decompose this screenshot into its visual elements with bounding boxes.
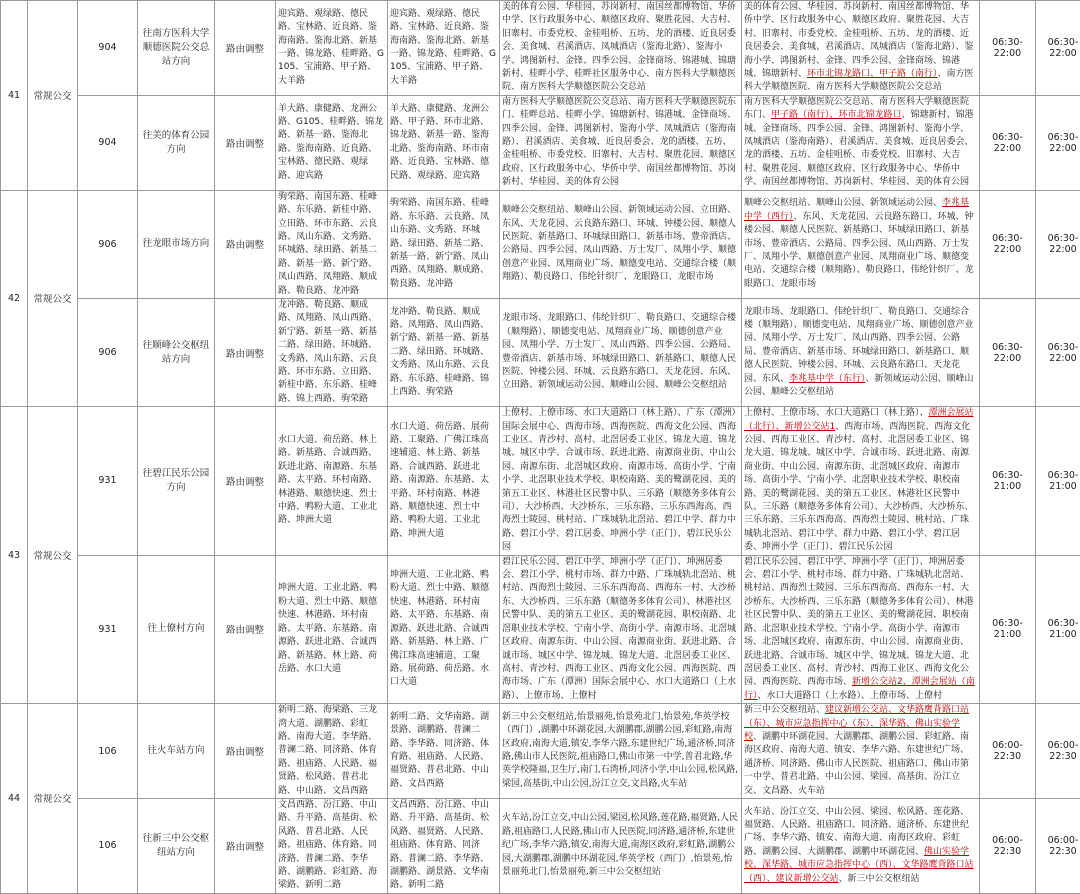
line-number: 931	[78, 407, 138, 555]
old-route: 文昌西路、汾江路、中山路、升平路、高基街、松风路、普君北路、人民路、祖庙路、体育路、同济路、普澜二路、李华路、湖鹏路、彩虹路、海梁路、新明二路	[276, 798, 388, 893]
time-old: 06:00-22:30	[980, 798, 1036, 893]
adjust-type: 路由调整	[215, 298, 276, 406]
new-stops-changed: 李兆基中学（东行）	[789, 374, 866, 384]
line-number: 106	[78, 704, 138, 799]
new-route: 羊大路、康健路、龙洲公路、甲子路、环市北路、锦龙路、新基一路、鉴海北路、鉴海南路、环市南路、近良路、宝林路、德民路、观绿路、迎宾路	[388, 95, 500, 190]
new-route: 迎宾路、观绿路、德民路、宝林路、近良路、鉴海南路、鉴海北路、新基一路、锦龙路、桂畔路、G105、宝浦路、甲子路、大羊路	[388, 1, 500, 96]
new-stops-changed: 佛山实验学校、深华路、城市应急指挥中心（西）、文华路鹰背路口站（西）、建议新增公交站	[744, 847, 974, 884]
time-old: 06:30-21:00	[980, 555, 1036, 703]
old-route: 水口大道、荷岳路、林上路、新基路、合诚西路、跃进北路、南源路、东基路、太平路、环村南路、林港路、顺德快速、烈士中路、鸭粉大道、工业北路、坤洲大道	[276, 407, 388, 555]
adjust-type: 路由调整	[215, 1, 276, 96]
new-stops-changed: 建议新增公交站、文华路鹰背路口站（东）、城市应急指挥中心（东）、深华路、佛山实验学校	[744, 705, 969, 742]
direction: 往火车站方向	[138, 704, 215, 799]
adjust-type: 路由调整	[215, 407, 276, 555]
direction: 往新三中公交枢纽站方向	[138, 798, 215, 893]
group-type: 常规公交	[28, 704, 78, 894]
group-type: 常规公交	[28, 407, 78, 704]
old-route: 坤洲大道、工业北路、鸭粉大道、烈士中路、顺德快速、林港路、环村南路、太平路、东基路、南源路、跃进北路、合诚西路、新基路、林上路、荷岳路、水口大道	[276, 555, 388, 703]
old-stops: 新三中公交枢纽站,怡景丽苑,怡景苑北门,怡景苑,华英学校（西门）,湖鹏中环湖花园,大湖鹏郡,湖鹏公园,彩虹路,南海区政府,南海大道,镇安,李华六路,东建世纪广场,通济桥,同济路,佛山市人民医院,祖庙路口,佛山市第一中学,普君北路,华英学校隆福,卫生厅,南门,石湾桥,同济小学,中山公园,松风路,梁园,高基街,中山公园,汾江立交,文昌路,火车站	[500, 704, 742, 799]
new-route: 文昌西路、汾江路、中山路、升平路、高基街、松风路、福贤路、人民路、祖庙路、体育路、同济路、普澜二路、李华路、湖鹏路、湖景路、文华南路、新明二路	[388, 798, 500, 893]
time-old: 06:30-22:00	[980, 190, 1036, 298]
new-stops-changed: 环市北锦龙路口、甲子路（南行）	[807, 69, 938, 79]
direction: 往上僚村方向	[138, 555, 215, 703]
line-number: 904	[78, 95, 138, 190]
old-stops: 上僚村、上僚市场、水口大道路口（林上路）、广东（潭洲）国际会展中心、西海市场、西海医院、西海文化公园、西海工业区、青沙村、高村、北滘居委工业区、锦龙大道、锦龙城、城区中学、合诚市场、跃进北路、南源商业街、中山公园、南源东街、北滘城区政府、南源市场、高街小学、宁南小学、北滘职业技术学校、职校南路、美的鹭湖花园、美的第五工业区、林港社区民警中队、三乐路（顺德务多体育公司）、大沙桥西、大沙桥东、三乐东路、三乐东西海高、西海烈士陵园、桃村站、广珠城轨北滘站、碧江中学、群力中路、碧江小学、碧江居委、坤洲小学（正门）、碧江民乐公园	[500, 407, 742, 555]
old-stops: 龙眼市场、龙眼路口、伟纶针织厂、勒良路口、交通综合楼（顺翔路）、顺德变电站、凤翔商业广场、顺德创意产业园、凤翔小学、万士发厂、凤山西路、四季公园、公路局、豊帝酒店、新基市场、环城绿田路口、新基路口、顺德人民医院、钟楼公园、环城、云良路东路口、天龙花园、东风、立田路、新领域运动公园、顺峰山公园、顺峰公交枢纽站	[500, 298, 742, 406]
old-stops: 火车站,汾江立交,中山公园,梁园,松风路,莲花路,福贤路,人民路,祖庙路口,人民路,佛山市人民医院,同济路,通济桥,东建世纪广场,李华六路,镇安,南海大道,南海区政府,彩虹路,湖鹏公园,大湖鹏郡,湖鹏中环湖花园,华英学校（西门）,怡景苑,怡景丽苑北门,怡景丽苑,新三中公交枢纽站	[500, 798, 742, 893]
adjust-type: 路由调整	[215, 95, 276, 190]
old-route: 龙冲路、勒良路、顺成路、凤翔路、凤山西路、新宁路、新基一路、新基二路、绿田路、环城路、文秀路、凤山东路、云良路、环市东路、立田路、新桂中路、东乐路、桂峰路、锦上西路、驹荣路	[276, 298, 388, 406]
time-new: 06:30-22:00	[1036, 190, 1080, 298]
group-type: 常规公交	[28, 1, 78, 191]
old-route: 羊大路、康健路、龙洲公路、G105、桂畔路、锦龙路、新基一路、鉴海北路、鉴海南路、近良路、宝林路、德民路、观绿路、迎宾路	[276, 95, 388, 190]
time-old: 06:30-22:00	[980, 95, 1036, 190]
adjust-type: 路由调整	[215, 190, 276, 298]
new-route: 驹荣路、南国东路、桂峰路、东乐路、云良路、凤山东路、文秀路、环城路、绿田路、新基二路、新基一路、新宁路、凤山西路、凤翔路、顺成路、勒良路、龙冲路	[388, 190, 500, 298]
direction: 往龙眼市场方向	[138, 190, 215, 298]
new-stops: 美的体育公园、华桂园、苏岗新村、南国丝都博物馆、华侨中学、区行政服务中心、顺德区政府、聚胜花园、大吉村、旧寨村、市委党校、金桂咀桥、五坊、龙的酒楼、近良居委会、美食城、君溪酒店、凤城酒店（鉴海北路）、鉴海小学、鸿图新村、金锋、四季公园、金锋商场、锦港城、锦瑭新村、环市北锦龙路口、甲子路（南行）、南方医科大学顺德医院、南方医科大学顺德医院公交总站	[742, 1, 980, 96]
line-number: 906	[78, 298, 138, 406]
time-new: 06:30-21:00	[1036, 407, 1080, 555]
time-old: 06:30-22:00	[980, 298, 1036, 406]
old-stops: 南方医科大学顺德医院公交总站、南方医科大学顺德医院东门、桂畔总站、桂畔小学、锦瑭新村、锦港城、金锋商场、四季公园、金锋、鸿图新村、鉴海小学、凤城酒店（鉴海南路）、君溪酒店、美食城、近良居委会、龙的酒楼、五坊、金桂咀桥、市委党校、旧寨村、大吉村、聚胜花园、顺德区政府、区行政服务中心、华侨中学、南国丝都博物馆、苏岗新村、华桂园、美的体育公园	[500, 95, 742, 190]
direction: 往碧江民乐公园方向	[138, 407, 215, 555]
time-new: 06:30-22:00	[1036, 95, 1080, 190]
line-number: 906	[78, 190, 138, 298]
direction: 往顺峰公交枢纽站方向	[138, 298, 215, 406]
old-stops: 碧江民乐公园、碧江中学、坤洲小学（正门）、坤洲居委会、碧江小学、桃村市场、群力中路、广珠城轨北滘站、桃村站、西海烈士陵园、三乐东西海高、西海东一村、大沙桥东、大沙桥西、三乐东路（顺德务多体育公司）、林港社区民警中队、美的第五工业区、美的鹭湖花园、职校南路、北滘职业技术学校、宁南小学、高街小学、南源市场、北滘城区政府、南源东街、中山公园、南源商业街、跃进北路、合诚市场、城区中学、锦龙城、锦龙大道、北滘居委工业区、高村、青沙村、西海工业区、西海文化公园、西海医院、西海市场、广东（潭洲）国际会展中心、水口大道路口（上水路）、上僚市场、上僚村	[500, 555, 742, 703]
time-old: 06:30-22:00	[980, 1, 1036, 96]
new-stops: 南方医科大学顺德医院公交总站、南方医科大学顺德医院东门、甲子路（南行）、环市北锦龙路口、锦瑭新村、锦港城、金锋商场、四季公园、金锋、鸿图新村、鉴海小学、凤城酒店（鉴海南路）、君溪酒店、美食城、近良居委会、龙的酒楼、五坊、金桂咀桥、市委党校、旧寨村、大吉村、聚胜花园、顺德区政府、区行政服务中心、华侨中学、南国丝都博物馆、苏岗新村、华桂园、美的体育公园	[742, 95, 980, 190]
new-stops: 上僚村、上僚市场、水口大道路口（林上路）、潭洲会展站（北行）、新增公交站1、西海市场、西海医院、西海文化公园、西海工业区、青沙村、高村、北滘居委工业区、锦龙大道、锦龙城、城区中学、合诚市场、跃进北路、南源商业街、中山公园、南源东街、北滘城区政府、南源市场、高街小学、宁南小学、北滘职业技术学校、职校南路、美的鹭湖花园、美的第五工业区、林港社区民警中队、三乐路（顺德务多体育公司）、大沙桥西、大沙桥东、三乐东路、三乐东西海高、西海烈士陵园、桃村站、广珠城轨北滘站、碧江中学、群力中路、碧江小学、碧江居委、坤洲小学（正门）、碧江民乐公园	[742, 407, 980, 555]
new-route: 水口大道、荷岳路、展荷路、工聚路、广佛江珠高速辅道、林上路、新基路、合诚西路、跃进北路、南源路、东基路、太平路、环村南路、林港路、顺德快速、烈士中路、鸭粉大道、工业北路、坤洲大道	[388, 407, 500, 555]
adjust-type: 路由调整	[215, 704, 276, 799]
new-route: 龙冲路、勒良路、顺成路、凤翔路、凤山西路、新宁路、新基一路、新基二路、绿田路、环城路、文秀路、凤山东路、云良路、东乐路、桂峰路、锦上西路、驹荣路	[388, 298, 500, 406]
direction: 往美的体育公园方向	[138, 95, 215, 190]
time-new: 06:30-22:00	[1036, 298, 1080, 406]
group-number: 44	[1, 704, 28, 894]
old-route: 驹荣路、南国东路、桂峰路、东乐路、新桂中路、立田路、环市东路、云良路、凤山东路、文秀路、环城路、绿田路、新基二路、新基一路、新宁路、凤山西路、凤翔路、顺成路、勒良路、龙冲路	[276, 190, 388, 298]
new-stops: 新三中公交枢纽站、建议新增公交站、文华路鹰背路口站（东）、城市应急指挥中心（东）、深华路、佛山实验学校、湖鹏中环湖花园、大湖鹏郡、湖鹏公园、彩虹路、南海区政府、南海大道、镇安、李华六路、东建世纪广场、通济桥、同济路、佛山市人民医院、祖庙路口、佛山市第一中学、普君北路、中山公园、梁园、高基街、汾江立交、文昌路、火车站	[742, 704, 980, 799]
direction: 往南方医科大学顺德医院公交总站方向	[138, 1, 215, 96]
new-route: 坤洲大道、工业北路、鸭粉大道、烈士中路、顺德快速、林港路、环村南路、太平路、东基路、南源路、跃进北路、合诚西路、新基路、林上路、广佛江珠高速辅道、工聚路、展荷路、荷岳路、水口大道	[388, 555, 500, 703]
new-stops: 火车站、汾江立交、中山公园、梁园、松风路、莲花路、福贤路、人民路、祖庙路口、同济路、通济桥、东建世纪广场、李华六路、镇安、南海大道、南海区政府、彩虹路、湖鹏公园、大湖鹏郡、湖鹏中环湖花园、佛山实验学校、深华路、城市应急指挥中心（西）、文华路鹰背路口站（西）、建议新增公交站、新三中公交枢纽站	[742, 798, 980, 893]
time-new: 06:00-22:30	[1036, 798, 1080, 893]
new-stops: 龙眼市场、龙眼路口、伟纶针织厂、勒良路口、交通综合楼（顺翔路）、顺德变电站、凤翔商业广场、顺德创意产业园、凤翔小学、万士发厂、凤山西路、四季公园、公路局、豊帝酒店、新基市场、环城绿田路口、新基路口、顺德人民医院、钟楼公园、环城、云良路东路口、天龙花园、东风、李兆基中学（东行）、新领域运动公园、顺峰山公园、顺峰公交枢纽站	[742, 298, 980, 406]
old-stops: 顺峰公交枢纽站、顺峰山公园、新领域运动公园、立田路、东风、天龙花园、云良路东路口、环城、钟楼公园、顺德人民医院、新基路口、环城绿田路口、新基市场、豊帝酒店、公路局、四季公园、凤山西路、万士发厂、凤翔小学、顺德创意产业园、凤翔商业广场、顺德变电站、交通综合楼（顺翔路）、勒良路口、伟纶针织厂、龙眼路口、龙眼市场	[500, 190, 742, 298]
line-number: 931	[78, 555, 138, 703]
time-new: 06:30-22:00	[1036, 1, 1080, 96]
line-number: 106	[78, 798, 138, 893]
group-number: 43	[1, 407, 28, 704]
old-stops: 美的体育公园、华桂园、苏岗新村、南国丝都博物馆、华侨中学、区行政服务中心、顺德区政府、聚胜花园、大吉村、旧寨村、市委党校、金桂咀桥、五坊、龙的酒楼、近良居委会、美食城、君溪酒店、凤城酒店（鉴海北路）、鉴海小学、鸿图新村、金锋、四季公园、金锋商场、锦港城、锦瑭新村、桂畔小学、桂畔社区服务中心、南方医科大学顺德医院、南方医科大学顺德医院公交总站	[500, 1, 742, 96]
new-stops-changed: 甲子路（南行）、环市北锦龙路口	[771, 110, 902, 120]
time-new: 06:30-21:00	[1036, 555, 1080, 703]
new-stops-changed: 李兆基中学（西行）	[744, 198, 969, 221]
new-stops-changed: 潭洲会展站（北行）、新增公交站1	[744, 408, 974, 431]
new-route: 新明二路、文华南路、湖景路、湖鹏路、普澜二路、李华路、同济路、体育路、祖庙路、人民路、福贤路、普君北路、中山路、文昌西路	[388, 704, 500, 799]
group-number: 41	[1, 1, 28, 191]
time-old: 06:00-22:30	[980, 704, 1036, 799]
line-number: 904	[78, 1, 138, 96]
new-stops: 顺峰公交枢纽站、顺峰山公园、新领域运动公园、李兆基中学（西行）、东风、天龙花园、云良路东路口、环城、钟楼公园、顺德人民医院、新基路口、环城绿田路口、新基市场、豊帝酒店、公路局、四季公园、凤山西路、万士发厂、凤翔小学、顺德创意产业园、凤翔商业广场、顺德变电站、交通综合楼（顺翔路）、勒良路口、伟纶针织厂、龙眼路口、龙眼市场	[742, 190, 980, 298]
adjust-type: 路由调整	[215, 555, 276, 703]
old-route: 新明二路、海梁路、三龙湾大道、湖鹏路、彩虹路、南海大道、李华路、普澜二路、同济路、体育路、祖庙路、人民路、福贤路、松风路、普君北路、中山路、文昌西路	[276, 704, 388, 799]
old-route: 迎宾路、观绿路、德民路、宝林路、近良路、鉴海南路、鉴海北路、新基一路、锦龙路、桂畔路、G105、宝浦路、甲子路、大羊路	[276, 1, 388, 96]
new-stops-changed: 新增公交站2、潭洲会展站（南行）	[744, 677, 975, 700]
new-stops: 碧江民乐公园、碧江中学、坤洲小学（正门）、坤洲居委会、碧江小学、桃村市场、群力中路、广珠城轨北滘站、桃村站、西海烈士陵园、三乐东西海高、西海东一村、大沙桥东、大沙桥西、三乐东路（顺德务多体育公司）、林港社区民警中队、美的第五工业区、美的鹭湖花园、职校南路、北滘职业技术学校、宁南小学、高街小学、南源市场、北滘城区政府、南源东街、中山公园、南源商业街、跃进北路、合诚市场、城区中学、锦龙城、锦龙大道、北滘居委工业区、高村、青沙村、西海工业区、西海文化公园、西海医院、西海市场、新增公交站2、潭洲会展站（南行）、水口大道路口（上水路）、上僚市场、上僚村	[742, 555, 980, 703]
group-number: 42	[1, 190, 28, 407]
time-new: 06:00-22:30	[1036, 704, 1080, 799]
adjust-type: 路由调整	[215, 798, 276, 893]
time-old: 06:30-21:00	[980, 407, 1036, 555]
group-type: 常规公交	[28, 190, 78, 407]
